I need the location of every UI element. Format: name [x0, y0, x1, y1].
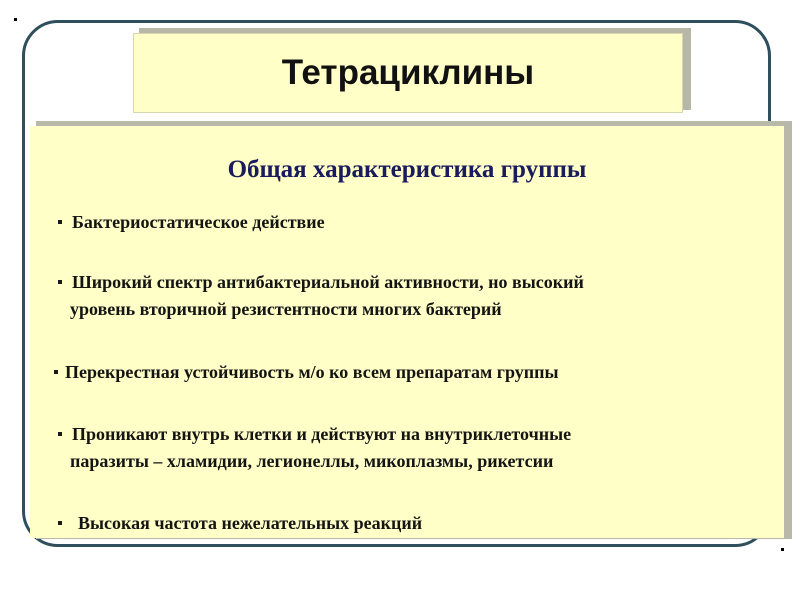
content-panel: [30, 126, 784, 538]
bullet-square-icon: [58, 432, 62, 436]
title-box: [133, 33, 683, 113]
bullet-text: Проникают внутрь клетки и действуют на внутриклеточные: [72, 424, 572, 444]
bullet-text: Широкий спектр антибактериальной активности, но высокий: [72, 272, 584, 292]
section-heading: Общая характеристика группы: [227, 156, 587, 183]
bullet-item: [58, 510, 422, 537]
bullet-square-icon: [54, 370, 58, 374]
bullet-item: [58, 269, 584, 323]
bullet-text: Перекрестная устойчивость м/о ко всем препаратам группы: [65, 362, 559, 382]
bullet-text-continued: паразиты – хламидии, легионеллы, микоплазмы, рикетсии: [70, 451, 554, 471]
bullet-item: [58, 209, 325, 236]
bullet-item: [54, 359, 559, 386]
bullet-square-icon: [58, 521, 62, 525]
bullet-square-icon: [58, 280, 62, 284]
corner-dot: [781, 548, 784, 551]
corner-dot: [14, 18, 17, 21]
bullet-text: Высокая частота нежелательных реакций: [78, 513, 423, 533]
bullet-square-icon: [58, 220, 62, 224]
bullet-text: Бактериостатическое действие: [72, 212, 325, 232]
bullet-text-continued: уровень вторичной резистентности многих бактерий: [70, 299, 502, 319]
bullet-item: [58, 421, 571, 475]
slide-title: Тетрациклины: [281, 53, 535, 92]
